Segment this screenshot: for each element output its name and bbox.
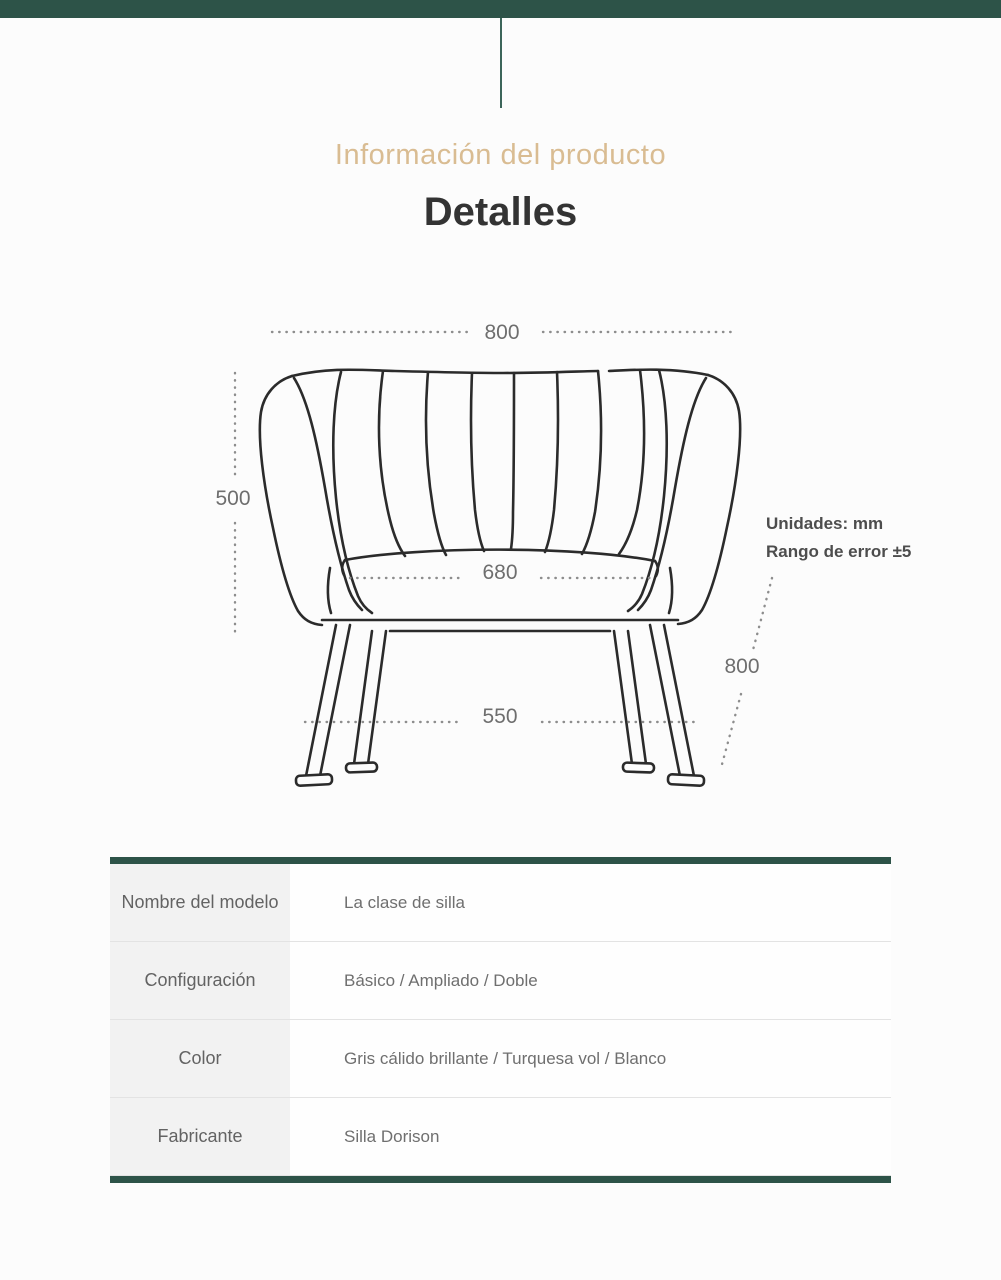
row-label-color: Color [110, 1020, 290, 1097]
dim-total-height-label: 800 [724, 655, 760, 678]
row-label-manufacturer: Fabricante [110, 1098, 290, 1175]
chair-front-left-foot [296, 774, 332, 786]
page-title: Detalles [423, 190, 578, 234]
details-table [110, 857, 891, 1183]
chair-right-outer-edge [678, 375, 740, 624]
dim-seat-width-label: 680 [482, 561, 518, 584]
row-label-configuration: Configuración [110, 942, 290, 1019]
table-row-configuration [110, 942, 891, 1020]
dim-base-width-label: 550 [482, 705, 518, 728]
table-row-manufacturer [110, 1098, 891, 1176]
dim-total-height-line-top [753, 578, 772, 650]
table-row-color [110, 1020, 891, 1098]
dim-top-width-label: 800 [484, 321, 520, 344]
chair-back-right-leg [614, 631, 646, 764]
chair-back-left-foot [346, 762, 377, 772]
chair-channel-6 [582, 371, 601, 554]
table-top-border [110, 857, 891, 864]
dim-back-height-label: 500 [215, 487, 251, 510]
chair-back-right-foot [623, 762, 654, 772]
chair-seat-right-corner [669, 568, 672, 613]
chair-front-right-leg [650, 625, 694, 776]
table-bottom-border [110, 1176, 891, 1183]
units-note: Unidades: mm [766, 514, 884, 533]
chair-left-arm-line-2 [333, 372, 372, 613]
table-row-model [110, 864, 891, 942]
chair-cushion-edge [345, 550, 655, 561]
chair-left-outer-edge [260, 376, 322, 625]
chair-seat-left-corner [328, 568, 331, 613]
chair-channel-2 [426, 372, 446, 555]
chair-back-left-leg [354, 631, 386, 764]
dim-total-height-line-bottom [721, 694, 741, 768]
chair-channel-3 [471, 373, 484, 551]
chair-back-top-edge [292, 370, 598, 376]
section-eyebrow: Información del producto [334, 139, 667, 171]
row-value-model: La clase de silla [344, 892, 465, 912]
chair-channel-7 [619, 370, 644, 554]
row-label-model: Nombre del modelo [110, 864, 290, 941]
error-range-note: Rango de error ±5 [766, 542, 912, 561]
chair-channel-1 [379, 371, 405, 556]
row-value-configuration: Básico / Ampliado / Doble [344, 970, 538, 990]
chair-right-arm-line-2 [628, 370, 667, 611]
row-value-color: Gris cálido brillante / Turquesa vol / Blanco [344, 1048, 667, 1068]
chair-front-left-leg [306, 625, 350, 776]
chair-front-right-foot [668, 774, 704, 786]
chair-channel-4 [511, 373, 514, 549]
chair-channel-5 [545, 372, 558, 552]
row-value-manufacturer: Silla Dorison [344, 1126, 440, 1146]
